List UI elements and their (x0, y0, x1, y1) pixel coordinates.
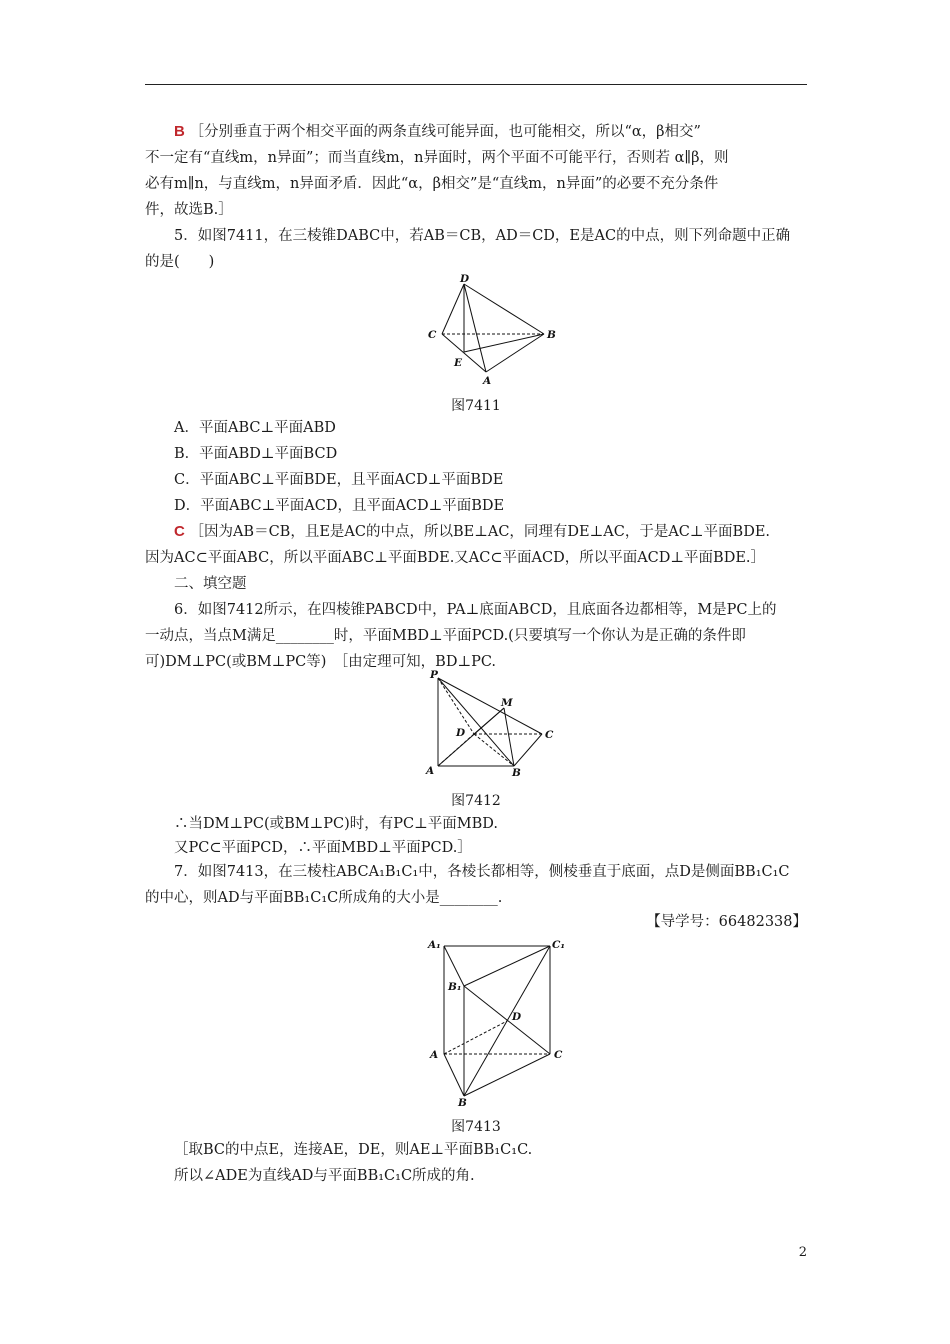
label-d: D (512, 1011, 522, 1023)
q6-stem-line-1: 6．如图7412所示，在四棱锥PABCD中，PA⊥底面ABCD，且底面各边都相等，M是PC上的 (174, 602, 777, 618)
q7-stem-line-2: 的中心，则AD与平面BB₁C₁C所成角的大小是________. (145, 890, 503, 906)
q6-solution-line-1: ∴当DM⊥PC(或BM⊥PC)时，有PC⊥平面MBD. (174, 816, 498, 832)
q4-answer-line-2: 不一定有“直线m，n异面”；而当直线m，n异面时，两个平面不可能平行，否则若 α∥β，则 (145, 150, 729, 166)
label-b: B (547, 329, 556, 341)
edge-db-hidden (474, 734, 514, 766)
figure-7412-caption: 图7412 (451, 793, 501, 809)
q5-answer-text-1: ［因为AB＝CB，且E是AC的中点，所以BE⊥AC，同理有DE⊥AC，于是AC⊥平面BDE. (189, 524, 771, 540)
label-d: D (456, 727, 466, 739)
q7-solution-line-1: ［取BC的中点E，连接AE，DE，则AE⊥平面BB₁C₁C. (174, 1142, 533, 1158)
q4-answer-letter: B (174, 123, 185, 140)
edge-eb (464, 334, 544, 352)
figure-7412 (424, 668, 560, 780)
figure-7413 (424, 934, 574, 1106)
label-a: A (430, 1049, 439, 1061)
edge-a1b1 (444, 946, 464, 986)
q5-stem-line-1: 5．如图7411，在三棱锥DABC中，若AB＝CB，AD＝CD，E是AC的中点，则下列命题中正确 (174, 228, 791, 244)
figure-7411 (420, 272, 560, 388)
edge-pc (438, 678, 542, 734)
edge-ab (444, 1054, 464, 1096)
q5-option-b: B．平面ABD⊥平面BCD (174, 446, 338, 462)
edge-b1c1 (464, 946, 550, 986)
q5-answer-letter: C (174, 523, 185, 540)
edge-bc (464, 1054, 550, 1096)
q4-answer-line-1 (145, 122, 807, 142)
section-title: 二、填空题 (174, 576, 247, 592)
q5-answer-line-1 (145, 522, 807, 542)
figure-7413-caption: 图7413 (451, 1119, 501, 1135)
edge-pd-hidden (438, 678, 474, 734)
edge-bc (514, 734, 542, 766)
q6-stem-line-2: 一动点，当点M满足________时，平面MBD⊥平面PCD.(只要填写一个你认为是正确的条件即 (145, 628, 746, 644)
label-p: P (430, 669, 438, 681)
q6-stem-line-3: 可)DM⊥PC(或BM⊥PC等) ［由定理可知，BD⊥PC. (145, 654, 497, 670)
page-number: 2 (798, 1245, 807, 1260)
label-e: E (454, 357, 463, 369)
label-b1: B₁ (448, 981, 462, 993)
q5-answer-line-2: 因为AC⊂平面ABC，所以平面ABC⊥平面BDE.又AC⊂平面ACD，所以平面ACD⊥平面BDE.］ (145, 550, 766, 566)
label-a1: A₁ (428, 939, 441, 951)
label-c: C (545, 729, 554, 741)
label-d: D (460, 273, 470, 285)
label-c1: C₁ (552, 939, 565, 951)
q4-answer-line-3: 必有m∥n，与直线m，n异面矛盾．因此“α，β相交”是“直线m，n异面”的必要不充分条件 (145, 176, 719, 192)
label-m: M (501, 697, 513, 709)
q5-option-d: D．平面ABC⊥平面ACD，且平面ACD⊥平面BDE (174, 498, 505, 514)
q4-answer-text-1: ［分别垂直于两个相交平面的两条直线可能异面，也可能相交，所以“α，β相交” (189, 124, 701, 140)
label-b: B (458, 1097, 467, 1106)
label-c: C (428, 329, 437, 341)
edge-pb (438, 678, 514, 766)
figure-7411-caption: 图7411 (451, 398, 501, 414)
q7-solution-line-2: 所以∠ADE为直线AD与平面BB₁C₁C所成的角. (174, 1168, 475, 1184)
edge-db (464, 284, 544, 334)
q5-option-a: A．平面ABC⊥平面ABD (174, 420, 336, 436)
q6-solution-line-2: 又PC⊂平面PCD，∴平面MBD⊥平面PCD.］ (174, 840, 472, 856)
edge-da (464, 284, 486, 372)
q5-option-c: C．平面ABC⊥平面BDE，且平面ACD⊥平面BDE (174, 472, 504, 488)
label-a: A (483, 375, 492, 387)
edge-ba (486, 334, 544, 372)
q4-answer-line-4: 件，故选B.］ (145, 202, 233, 218)
guide-number: 【导学号：66482338】 (646, 914, 807, 930)
label-a: A (426, 765, 435, 777)
q7-stem-line-1: 7．如图7413，在三棱柱ABCA₁B₁C₁中，各棱长都相等，侧棱垂直于底面，点D是侧面BB₁C₁C (174, 864, 790, 880)
q5-stem-line-2: 的是( ) (145, 254, 215, 270)
edge-dc (442, 284, 464, 334)
header-rule (145, 84, 807, 85)
label-b: B (512, 767, 521, 779)
label-c: C (554, 1049, 563, 1061)
